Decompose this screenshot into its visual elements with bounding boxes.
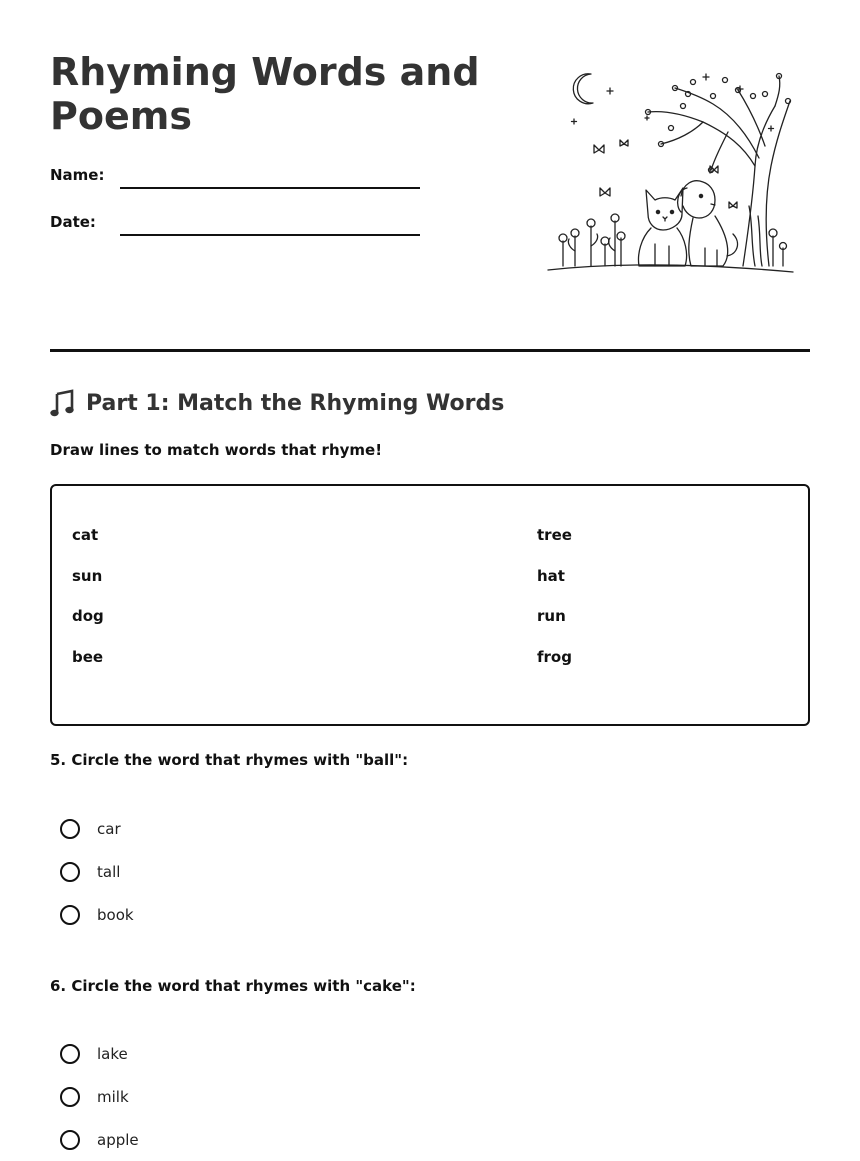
part1-title: Part 1: Match the Rhyming Words	[86, 390, 505, 416]
name-line[interactable]	[120, 187, 420, 189]
left-word-bee[interactable]: bee	[72, 648, 104, 666]
q6-option-lake[interactable]	[60, 1042, 128, 1066]
q5-option-book[interactable]	[60, 903, 134, 927]
option-label: book	[97, 906, 134, 924]
header-divider	[50, 349, 810, 352]
left-word-sun[interactable]: sun	[72, 567, 103, 585]
q5-option-car[interactable]	[60, 817, 121, 841]
music-note-icon	[50, 388, 76, 418]
name-label: Name:	[50, 166, 105, 184]
radio-circle[interactable]	[60, 1087, 80, 1107]
option-label: tall	[97, 863, 121, 881]
left-word-cat[interactable]: cat	[72, 526, 99, 544]
question-6: 6. Circle the word that rhymes with "cake":	[50, 977, 416, 995]
date-line[interactable]	[120, 234, 420, 236]
option-label: lake	[97, 1045, 128, 1063]
blossom-icons	[646, 74, 791, 173]
cat-drawing	[639, 188, 687, 266]
date-label: Date:	[50, 213, 96, 231]
part1-heading	[50, 388, 504, 418]
right-word-run[interactable]: run	[537, 607, 566, 625]
q6-option-apple[interactable]	[60, 1128, 139, 1152]
q5-option-tall[interactable]	[60, 860, 120, 884]
radio-circle[interactable]	[60, 1044, 80, 1064]
radio-circle[interactable]	[60, 1130, 80, 1150]
radio-circle[interactable]	[60, 862, 80, 882]
option-label: milk	[97, 1088, 129, 1106]
cat-dog-tree-illustration	[543, 66, 798, 278]
page-title: Rhyming Words and Poems	[50, 50, 480, 138]
matching-box	[50, 484, 810, 726]
q6-option-milk[interactable]	[60, 1085, 129, 1109]
moon-icon	[573, 74, 593, 104]
right-word-hat[interactable]: hat	[537, 567, 565, 585]
radio-circle[interactable]	[60, 905, 80, 925]
radio-circle[interactable]	[60, 819, 80, 839]
right-word-tree[interactable]: tree	[537, 526, 572, 544]
right-word-frog[interactable]: frog	[537, 648, 572, 666]
star-icons	[572, 74, 774, 131]
question-5: 5. Circle the word that rhymes with "ball":	[50, 751, 409, 769]
option-label: car	[97, 820, 121, 838]
left-word-dog[interactable]: dog	[72, 607, 104, 625]
option-label: apple	[97, 1131, 139, 1149]
part1-instructions: Draw lines to match words that rhyme!	[50, 441, 383, 459]
